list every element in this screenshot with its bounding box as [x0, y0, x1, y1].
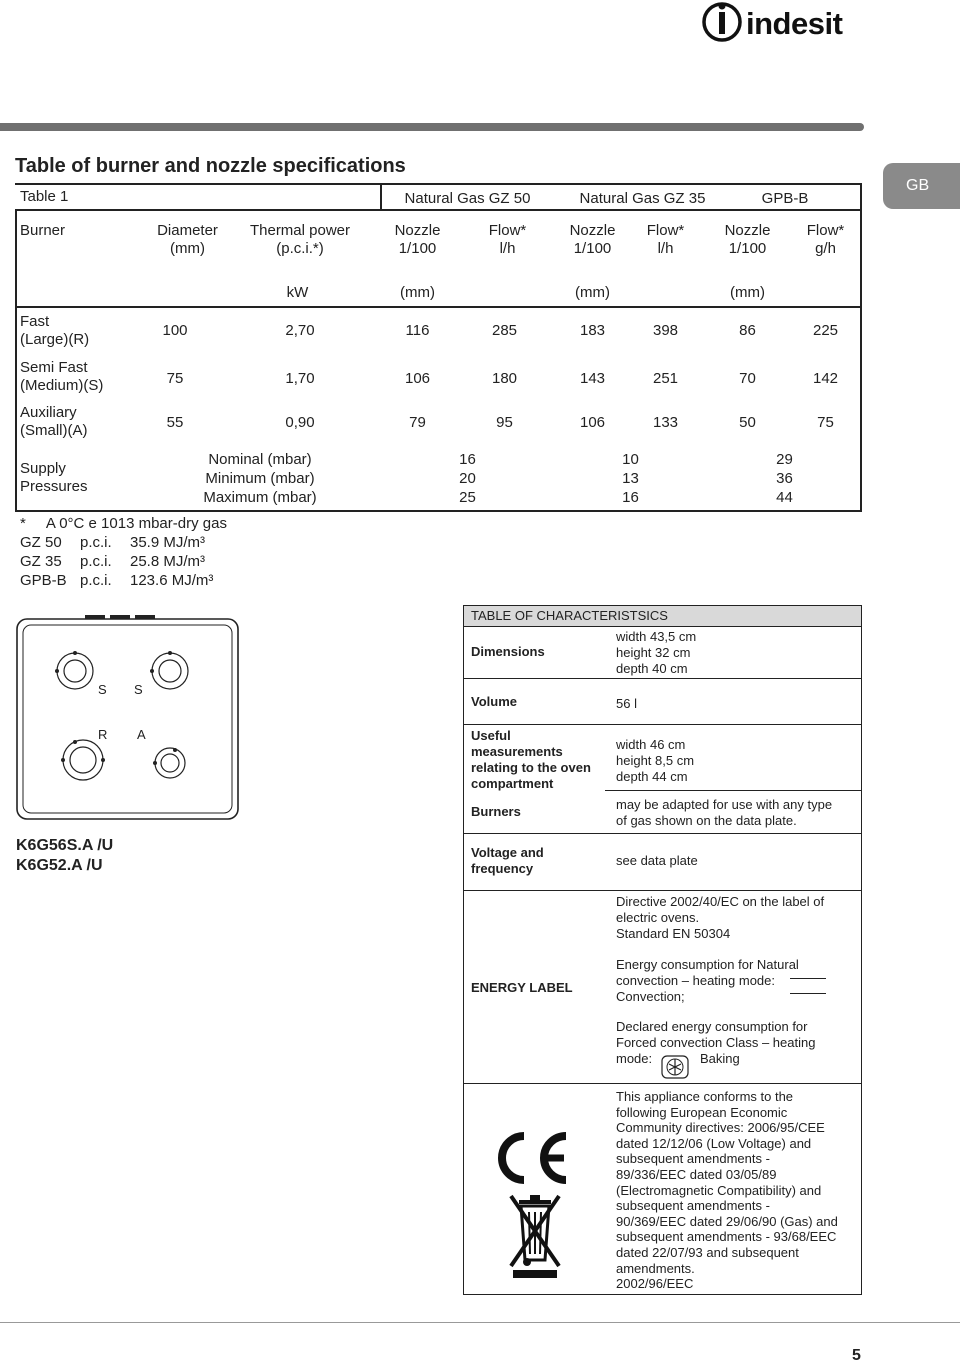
value-line: height 32 cm — [616, 645, 691, 660]
pressure-gz35 — [603, 450, 658, 507]
header-rule — [0, 123, 864, 131]
footnote-row — [20, 571, 260, 590]
value-line: Community directives: 2006/95/CEE — [616, 1120, 825, 1136]
row-label-line: Pressures — [20, 478, 88, 495]
footnote-line: * A 0°C e 1013 mbar-dry gas — [20, 515, 227, 532]
col-header-flow-gz35 — [623, 222, 708, 258]
pressure-label: Minimum (mbar) — [205, 470, 315, 487]
cell: 10 — [622, 451, 639, 468]
row-label-line: Fast — [20, 313, 50, 330]
footnote-value: 25.8 MJ/m³ — [130, 553, 206, 570]
col-header-burner — [20, 222, 65, 240]
mode-label: mode: — [616, 1051, 653, 1066]
cell: 116 — [405, 322, 430, 339]
pressure-gpb — [757, 450, 812, 507]
group-header-gz50: Natural Gas GZ 50 — [404, 190, 531, 207]
cell: 106 — [404, 370, 431, 387]
footnote-row — [20, 552, 260, 571]
dimensions-label: Dimensions — [471, 644, 545, 659]
conformity-text — [616, 1089, 838, 1292]
col-header-line: Flow* — [806, 222, 845, 239]
value-line: (Electromagnetic Compatibility) and — [616, 1182, 822, 1198]
cell: 133 — [652, 414, 679, 431]
table-rule — [15, 209, 17, 512]
blank-line — [790, 978, 826, 979]
model-name: K6G56S.A /U — [16, 837, 114, 854]
label-line: compartment — [471, 776, 554, 791]
group-header-gpb: GPB-B — [761, 190, 809, 207]
value-line: Declared energy consumption for — [616, 1019, 808, 1034]
pressure-labels — [185, 450, 335, 507]
pressure-label: Maximum (mbar) — [203, 489, 317, 506]
col-header-line: Flow* — [488, 222, 527, 239]
cell: 55 — [166, 414, 184, 431]
volume-value: 56 l — [616, 696, 637, 711]
label-line: measurements — [471, 744, 563, 759]
blank-line — [790, 993, 826, 994]
cell: 79 — [409, 414, 426, 431]
col-header-flow-gpb — [783, 222, 868, 258]
value-line: Standard EN 50304 — [616, 926, 731, 941]
col-header-nozzle-gz50 — [375, 222, 460, 258]
group-header-gz35: Natural Gas GZ 35 — [579, 190, 706, 207]
characteristics-title: TABLE OF CHARACTERISTSICS — [471, 608, 668, 623]
footnote-value: 35.9 MJ/m³ — [130, 534, 206, 551]
cell: 75 — [166, 370, 184, 387]
cell: 20 — [459, 470, 476, 487]
pressure-gz50 — [440, 450, 495, 507]
table-rule — [15, 306, 862, 308]
value-line: convection – heating mode: — [616, 973, 775, 988]
burners-values — [616, 797, 832, 829]
cell: 2,70 — [285, 322, 315, 339]
table-rule — [15, 183, 862, 185]
row-label — [20, 313, 89, 349]
col-header-line: g/h — [815, 240, 836, 257]
row-label — [20, 404, 88, 440]
hob-diagram-icon — [15, 613, 240, 823]
energy-natural — [616, 957, 799, 1005]
unit-nozzle-gz50: (mm) — [400, 284, 435, 301]
cell: 100 — [162, 322, 188, 339]
row-label — [20, 359, 103, 395]
cell: 225 — [812, 322, 839, 339]
burners-label: Burners — [471, 804, 521, 819]
cell: 0,90 — [285, 414, 315, 431]
footnote-gas: GZ 50 — [20, 534, 62, 551]
energy-directive — [616, 894, 824, 942]
volume-label: Volume — [471, 694, 517, 709]
value-line: This appliance conforms to the — [616, 1089, 794, 1104]
value-line: depth 44 cm — [616, 769, 688, 784]
value-line: subsequent amendments - — [616, 1151, 770, 1167]
col-header-line: Nozzle — [394, 222, 441, 239]
cell: 86 — [739, 322, 756, 339]
value-line: depth 40 cm — [616, 661, 688, 676]
burner-label-a: A — [137, 727, 146, 742]
value-line: Energy consumption for Natural — [616, 957, 799, 972]
cell: 106 — [579, 414, 606, 431]
cell: 36 — [776, 470, 793, 487]
col-header-line: 1/100 — [728, 240, 767, 257]
row-label-line: Supply — [20, 460, 66, 477]
fan-icon — [661, 1055, 689, 1079]
value-line: amendments. — [616, 1260, 695, 1276]
col-header-line: Nozzle — [569, 222, 616, 239]
value-line: width 46 cm — [616, 737, 686, 752]
col-header-thermal-power — [235, 222, 365, 258]
value-line: following European Economic — [616, 1104, 788, 1120]
cell: 251 — [652, 370, 679, 387]
col-header-line: (mm) — [170, 240, 205, 257]
row-label-line: (Medium)(S) — [20, 377, 104, 394]
label-line: frequency — [471, 861, 534, 876]
col-header-line: (p.c.i.*) — [276, 240, 324, 257]
table-rule — [463, 1083, 862, 1084]
table-rule — [463, 890, 862, 891]
footnote-gas: GZ 35 — [20, 553, 62, 570]
value-line: dated 12/12/06 (Low Voltage) and — [616, 1135, 812, 1151]
dimensions-values — [616, 629, 696, 677]
cell: 25 — [459, 489, 476, 506]
cell: 44 — [776, 489, 793, 506]
footnote-pci: p.c.i. — [80, 553, 112, 570]
footnote — [20, 514, 260, 590]
footnote-pci: p.c.i. — [80, 534, 112, 551]
cell: 13 — [622, 470, 639, 487]
col-header-line: Flow* — [646, 222, 685, 239]
table-rule — [463, 1294, 862, 1295]
value-line: electric ovens. — [616, 910, 700, 925]
useful-label — [471, 728, 591, 792]
footnote-gas: GPB-B — [20, 572, 67, 589]
value-line: height 8,5 cm — [616, 753, 695, 768]
section-title: Table of burner and nozzle specifications — [15, 155, 406, 177]
footer-rule — [0, 1322, 960, 1323]
footnote-value: 123.6 MJ/m³ — [130, 572, 214, 589]
row-label-line: (Small)(A) — [20, 422, 88, 439]
col-header-line: Nozzle — [724, 222, 771, 239]
value-line: subsequent amendments - 93/68/EEC — [616, 1229, 837, 1245]
row-label-line: (Large)(R) — [20, 331, 90, 348]
cell: 142 — [812, 370, 839, 387]
baking-label: Baking — [700, 1051, 740, 1066]
value-line: 89/336/EEC dated 03/05/89 — [616, 1166, 777, 1182]
value-line: width 43,5 cm — [616, 629, 697, 644]
burner-label-s-right: S — [134, 682, 143, 697]
cell: 398 — [652, 322, 679, 339]
hob-diagram — [15, 613, 240, 823]
row-label-line: Auxiliary — [20, 404, 77, 421]
value-line: dated 22/07/93 and subsequent — [616, 1244, 799, 1260]
value-line — [616, 1051, 815, 1067]
weee-bin-icon — [505, 1190, 565, 1280]
cell: 1,70 — [285, 370, 315, 387]
page-number: 5 — [852, 1347, 861, 1364]
col-header-line: Thermal power — [249, 222, 351, 239]
burner-label-s-left: S — [98, 682, 107, 697]
energy-forced — [616, 1019, 815, 1067]
cell: 50 — [739, 414, 756, 431]
cell: 143 — [579, 370, 606, 387]
col-header-line: l/h — [499, 240, 516, 257]
brand-name: indesit — [746, 6, 843, 41]
cell: 70 — [739, 370, 756, 387]
table-rule — [463, 605, 464, 1295]
table-rule — [605, 790, 862, 791]
table-rule — [861, 605, 862, 1295]
value-line: of gas shown on the data plate. — [616, 813, 797, 828]
pressure-label: Nominal (mbar) — [208, 451, 312, 468]
language-tab-label: GB — [906, 177, 930, 194]
model-name: K6G52.A /U — [16, 857, 103, 874]
row-label — [20, 460, 88, 496]
col-header-line: Burner — [20, 222, 66, 239]
ce-mark-icon — [490, 1130, 572, 1186]
table-rule — [463, 724, 862, 725]
table-rule — [15, 510, 862, 512]
col-header-line: l/h — [657, 240, 674, 257]
footnote-row — [20, 533, 260, 552]
col-header-line: 1/100 — [398, 240, 437, 257]
cell: 75 — [817, 414, 834, 431]
label-line: Voltage and — [471, 845, 544, 860]
cell: 183 — [579, 322, 606, 339]
brand-logo — [700, 0, 870, 50]
col-header-nozzle-gpb — [705, 222, 790, 258]
value-line: Convection; — [616, 989, 685, 1004]
voltage-label — [471, 845, 544, 877]
voltage-value: see data plate — [616, 853, 698, 868]
col-header-line: Diameter — [157, 222, 218, 239]
row-label-line: Semi Fast — [20, 359, 88, 376]
unit-nozzle-gpb: (mm) — [730, 284, 765, 301]
cell: 29 — [776, 451, 793, 468]
label-line: Useful — [471, 728, 511, 743]
col-header-flow-gz50 — [465, 222, 550, 258]
burner-label-r: R — [98, 727, 108, 742]
value-line: may be adapted for use with any type — [616, 797, 833, 812]
value-line: Forced convection Class – heating — [616, 1035, 816, 1050]
cell: 16 — [622, 489, 639, 506]
table-rule — [463, 833, 862, 834]
cell: 95 — [496, 414, 513, 431]
table-rule — [15, 209, 862, 211]
language-tab — [883, 163, 960, 209]
unit-nozzle-gz35: (mm) — [575, 284, 610, 301]
useful-values — [616, 737, 694, 785]
label-line: relating to the oven — [471, 760, 591, 775]
table-rule — [463, 678, 862, 679]
value-line: 2002/96/EEC — [616, 1276, 694, 1292]
cell: 16 — [459, 451, 476, 468]
cell: 180 — [491, 370, 518, 387]
col-header-diameter — [140, 222, 235, 258]
model-names — [16, 836, 113, 876]
unit-thermal: kW — [286, 284, 309, 301]
value-line: subsequent amendments - — [616, 1198, 770, 1214]
footnote-pci: p.c.i. — [80, 572, 112, 589]
col-header-line: 1/100 — [573, 240, 612, 257]
cell: 285 — [491, 322, 518, 339]
table-label: Table 1 — [20, 188, 69, 205]
value-line: 90/369/EEC dated 29/06/90 (Gas) and — [616, 1213, 838, 1229]
energy-label: ENERGY LABEL — [471, 980, 573, 995]
value-line: Directive 2002/40/EC on the label of — [616, 894, 825, 909]
